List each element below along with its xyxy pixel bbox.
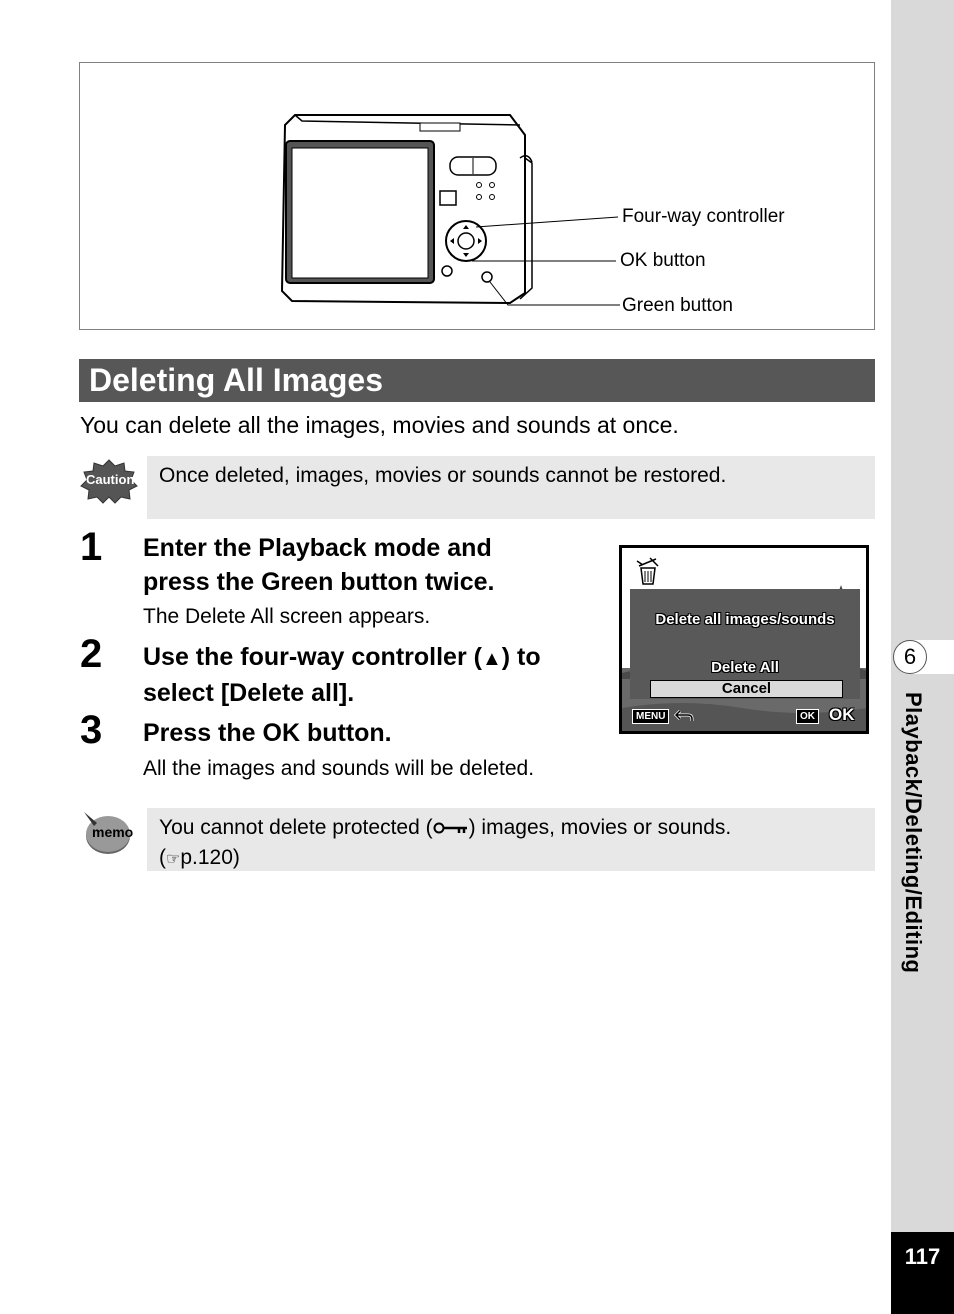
memo-icon — [80, 810, 132, 858]
chapter-number: 6 — [893, 640, 927, 674]
page-number: 117 — [891, 1232, 954, 1314]
step-1-line1: Enter the Playback mode and — [143, 534, 492, 562]
step-3-number: 3 — [80, 708, 103, 752]
camera-figure — [79, 62, 875, 330]
menu-key[interactable]: MENU — [632, 709, 669, 724]
step-2-line2: select [Delete all]. — [143, 679, 355, 707]
back-icon — [674, 709, 694, 723]
caution-box — [147, 456, 875, 519]
delete-dialog — [630, 589, 860, 699]
intro-text: You can delete all the images, movies and sounds at once. — [80, 412, 679, 438]
step-2-number: 2 — [80, 632, 103, 676]
caution-icon — [80, 458, 138, 504]
section-title: Deleting All Images — [79, 359, 875, 402]
step-1-text — [143, 531, 494, 599]
cancel-option[interactable]: Cancel — [650, 680, 843, 698]
memo-line1-b: ) images, movies or sounds. — [468, 816, 732, 839]
step-2-line1-b: ) to — [501, 643, 541, 671]
up-arrow-icon: ▲ — [481, 648, 502, 670]
screen-button-bar — [622, 701, 866, 731]
step-1-number: 1 — [80, 525, 103, 569]
step-3-text: Press the OK button. — [143, 719, 392, 747]
step-3-sub: All the images and sounds will be deleted. — [143, 757, 535, 780]
memo-icon-label: memo — [92, 824, 134, 840]
callout-ok-button: OK button — [620, 250, 706, 271]
delete-all-screen — [619, 545, 869, 734]
step-2-line1-a: Use the four-way controller ( — [143, 643, 482, 671]
memo-line2-b: p.120) — [180, 846, 240, 869]
reference-icon: ☞ — [166, 851, 181, 868]
memo-line1-a: You cannot delete protected ( — [159, 816, 433, 839]
chapter-title: Playback/Deleting/Editing — [901, 692, 926, 974]
callout-green-button: Green button — [622, 295, 733, 316]
memo-box — [147, 808, 875, 871]
step-1-line2: press the Green button twice. — [143, 568, 495, 596]
delete-all-option[interactable]: Delete All — [711, 659, 779, 676]
caution-icon-label: Caution — [86, 472, 135, 487]
protect-key-icon — [433, 821, 469, 835]
caution-text: Once deleted, images, movies or sounds cannot be restored. — [159, 464, 727, 487]
ok-key[interactable]: OK — [796, 709, 819, 724]
ok-label: OK — [829, 705, 855, 724]
memo-line2-a: ( — [159, 846, 166, 869]
camera-back-illustration — [80, 63, 876, 331]
trash-icon — [634, 556, 664, 586]
delete-message: Delete all images/sounds — [655, 611, 835, 628]
step-2-text — [143, 640, 541, 710]
callout-four-way-controller: Four-way controller — [622, 206, 785, 227]
step-1-sub: The Delete All screen appears. — [143, 605, 431, 628]
